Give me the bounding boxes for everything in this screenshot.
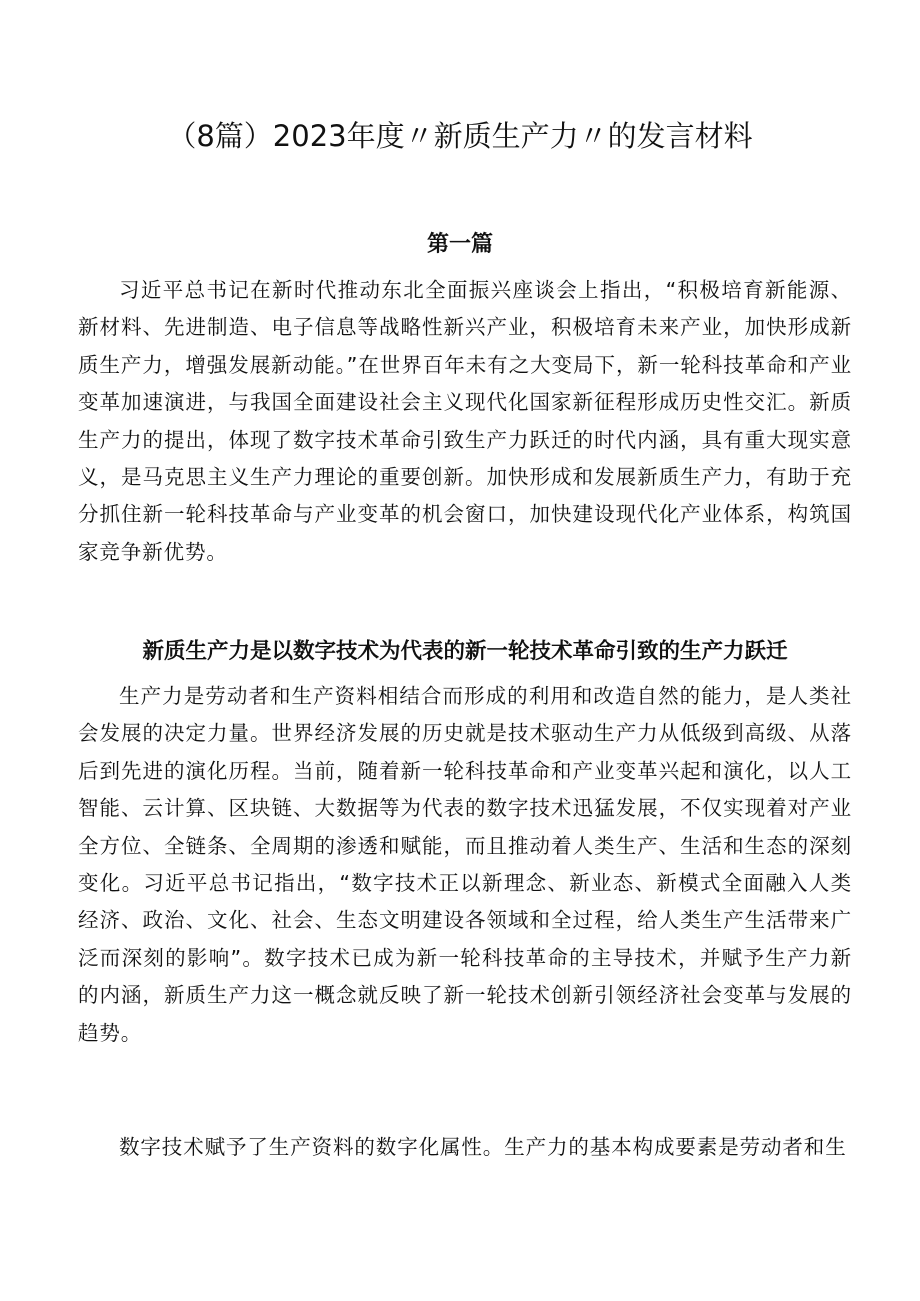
paragraph-productivity: 生产力是劳动者和生产资料相结合而形成的利用和改造自然的能力，是人类社会发展的决定力量。世界经济发展的历史就是技术驱动生产力从低级到高级、从落后到先进的演化历程。当前，随着新一轮科技革命和产业变革兴起和演化，以人工智能、云计算、区块链、大数据等为代表的数字技术迅猛发展，不仅实现着对产业全方位、全链条、全周期的渗透和赋能，而且推动着人类生产、生活和生态的深刻变化。习近平总书记指出，“数字技术正以新理念、新业态、新模式全面融入人类经济、政治、文化、社会、生态文明建设各领域和全过程，给人类生产生活带来广泛而深刻的影响”。数字技术已成为新一轮科技革命的主导技术，并赋予生产力新的内涵，新质生产力这一概念就反映了新一轮技术创新引领经济社会变革与发展的趋势。 (78, 684, 852, 1045)
section-heading: 第一篇 (426, 232, 493, 257)
subheading: 新质生产力是以数字技术为代表的新一轮技术革命引致的生产力跃迁 (142, 639, 788, 664)
paragraph-digital-technology: 数字技术赋予了生产资料的数字化属性。生产力的基本构成要素是劳动者和生 (119, 1135, 847, 1159)
document-title: （8篇）2023年度〃新质生产力〃的发言材料 (167, 119, 753, 153)
paragraph-intro: 习近平总书记在新时代推动东北全面振兴座谈会上指出，“积极培育新能源、新材料、先进制造、电子信息等战略性新兴产业，积极培育未来产业，加快形成新质生产力，增强发展新动能。”在世界百年未有之大变局下，新一轮科技革命和产业变革加速演进，与我国全面建设社会主义现代化国家新征程形成历史性交汇。新质生产力的提出，体现了数字技术革命引致生产力跃迁的时代内涵，具有重大现实意义，是马克思主义生产力理论的重要创新。加快形成和发展新质生产力，有助于充分抓住新一轮科技革命与产业变革的机会窗口，加快建设现代化产业体系，构筑国家竞争新优势。 (78, 278, 852, 564)
